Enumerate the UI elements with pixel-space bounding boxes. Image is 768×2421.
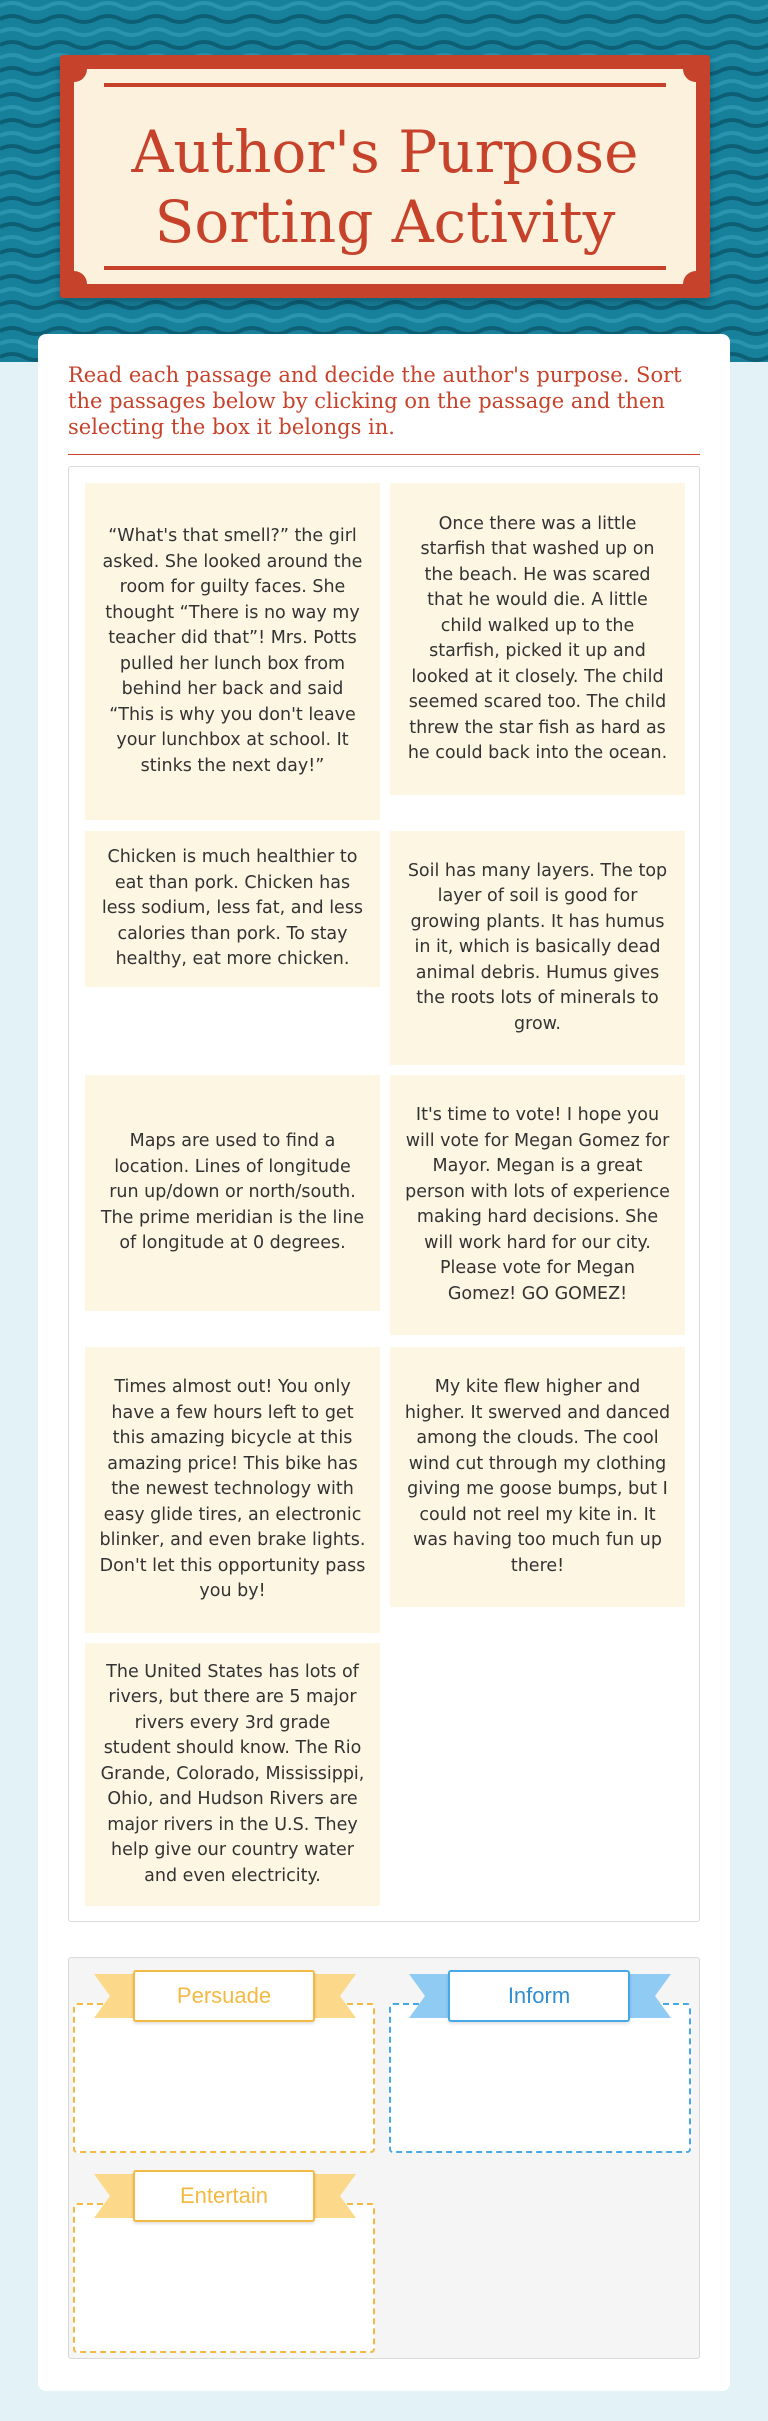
banner-corner xyxy=(61,56,87,82)
inform-label: Inform xyxy=(448,1970,630,2022)
banner-corner xyxy=(61,271,87,297)
banner-rule-top xyxy=(104,83,666,87)
page-title-line1: Author's Purpose xyxy=(131,118,639,186)
passage-text: My kite flew higher and higher. It swerved and danced among the clouds. The cool wind cut through my clothing giving me goose bumps, but I could not reel my kite in. It was having too much fun up there! xyxy=(404,1377,671,1576)
banner-rule-bottom xyxy=(104,266,666,270)
passage-text: Chicken is much healthier to eat than pork. Chicken has less sodium, less fat, and less calories than pork. To stay healthy, eat more chicken. xyxy=(101,847,364,970)
passage-text: It's time to vote! I hope you will vote for Megan Gomez for Mayor. Megan is a great person with lots of experience making hard decisions. She will work hard for our city. Please vote for Megan Gomez! GO GOMEZ! xyxy=(405,1105,670,1304)
passage-text: Soil has many layers. The top layer of soil is good for growing plants. It has humus in it, which is basically dead animal debris. Humus gives the roots lots of minerals to grow. xyxy=(407,860,668,1034)
entertain-label: Entertain xyxy=(133,2170,315,2222)
title-banner xyxy=(60,55,710,298)
passage-card[interactable] xyxy=(390,1347,685,1607)
banner-parchment xyxy=(74,69,696,284)
page-title xyxy=(74,117,696,257)
passage-text: The United States has lots of rivers, but there are 5 major rivers every 3rd grade student should know. The Rio Grande, Colorado, Mississippi, Ohio, and Hudson Rivers are major rivers in the U.S. They help give our country water and even electricity. xyxy=(100,1661,365,1886)
persuade-label: Persuade xyxy=(133,1970,315,2022)
divider xyxy=(68,454,700,455)
passage-card[interactable] xyxy=(85,1347,380,1633)
passage-card[interactable] xyxy=(85,831,380,987)
sorting-area xyxy=(68,1957,700,2359)
banner-corner xyxy=(683,56,709,82)
wave-line xyxy=(0,42,768,48)
passage-card[interactable] xyxy=(390,483,685,795)
wave-line xyxy=(0,302,768,308)
banner-corner xyxy=(683,271,709,297)
wave-line xyxy=(0,315,768,321)
activity-card xyxy=(38,334,730,2391)
wave-line xyxy=(0,3,768,9)
instructions-text: Read each passage and decide the author's purpose. Sort the passages below by clicking on the passage and then selecting the box it belongs in. xyxy=(68,363,682,439)
persuade-ribbon xyxy=(94,1964,356,2028)
passages-container xyxy=(68,466,700,1922)
page-title-line2: Sorting Activity xyxy=(154,188,616,256)
passage-card[interactable] xyxy=(390,1075,685,1335)
passage-card[interactable] xyxy=(85,483,380,820)
entertain-ribbon xyxy=(94,2164,356,2228)
inform-ribbon xyxy=(409,1964,671,2028)
wave-line xyxy=(0,16,768,22)
passage-text: Once there was a little starfish that washed up on the beach. He was scared that he would die. A little child walked up to the starfish, picked it up and looked at it closely. The child seemed scared too. The child threw the star fish as hard as he could back into the ocean. xyxy=(407,513,668,763)
passage-card[interactable] xyxy=(85,1075,380,1311)
passage-card[interactable] xyxy=(390,831,685,1065)
passage-text: “What's that smell?” the girl asked. She looked around the room for guilty faces. She thought “There is no way my teacher did that”! Mrs. Potts pulled her lunch box from behind her back and said “This is why you don't leave your lunchbox at school. It stinks the next day!” xyxy=(102,526,363,776)
wave-line xyxy=(0,29,768,35)
passage-text: Maps are used to find a location. Lines of longitude run up/down or north/south. The prime meridian is the line of longitude at 0 degrees. xyxy=(100,1131,365,1254)
passage-card[interactable] xyxy=(85,1643,380,1906)
passage-text: Times almost out! You only have a few hours left to get this amazing bicycle at this amazing price! This bike has the newest technology with easy glide tires, an electronic blinker, and even brake lights. Don't let this opportunity pass you by! xyxy=(99,1377,366,1602)
